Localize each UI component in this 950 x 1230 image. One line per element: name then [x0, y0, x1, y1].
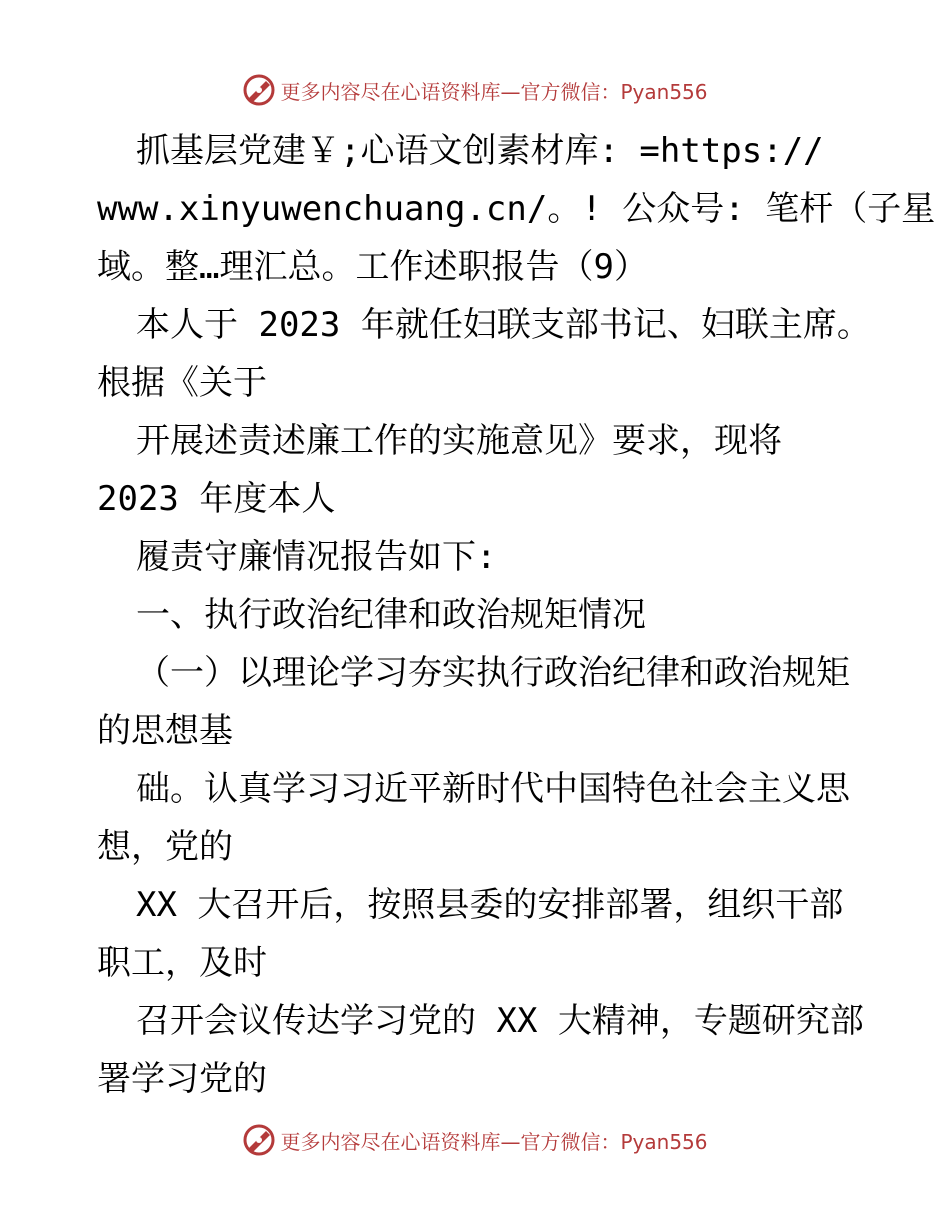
body-line: 抓基层党建￥;心语文创素材库: =https:// [136, 131, 824, 171]
body-line: 署学习党的 [97, 1059, 267, 1099]
body-line: 域。整…理汇总。工作述职报告（9） [97, 247, 648, 287]
watermark-wechat-id: Pyan556 [620, 1129, 708, 1154]
footer-watermark-banner [0, 1122, 950, 1158]
watermark-wechat-label: 官方微信： [520, 1129, 621, 1154]
watermark-separator: — [500, 79, 521, 104]
body-line: 的思想基 [97, 711, 233, 751]
body-line: 开展述责述廉工作的实施意见》要求，现将 [136, 421, 782, 461]
body-line: XX 大召开后，按照县委的安排部署，组织干部 [136, 885, 844, 925]
pen-circle-logo-icon [242, 73, 276, 107]
body-line: 一、执行政治纪律和政治规矩情况 [136, 595, 646, 635]
watermark-wechat-id: Pyan556 [620, 79, 708, 104]
watermark-text [280, 76, 707, 105]
header-watermark-banner [0, 72, 950, 108]
body-line: 召开会议传达学习党的 XX 大精神，专题研究部 [136, 1001, 864, 1041]
body-line: www.xinyuwenchuang.cn/。! 公众号: 笔杆（子星 [97, 189, 936, 229]
body-line: 础。认真学习习近平新时代中国特色社会主义思 [136, 769, 850, 809]
watermark-main-text: 更多内容尽在心语资料库 [280, 79, 501, 104]
body-line: 根据《关于 [97, 363, 267, 403]
body-line: 履责守廉情况报告如下: [136, 537, 497, 577]
watermark-text [280, 1126, 707, 1155]
body-line: （一）以理论学习夯实执行政治纪律和政治规矩 [136, 653, 850, 693]
body-line: 本人于 2023 年就任妇联支部书记、妇联主席。 [136, 305, 871, 345]
watermark-wechat-label: 官方微信： [520, 79, 621, 104]
watermark-separator: — [500, 1129, 521, 1154]
watermark-main-text: 更多内容尽在心语资料库 [280, 1129, 501, 1154]
body-line: 想，党的 [97, 827, 233, 867]
pen-circle-logo-icon [242, 1123, 276, 1157]
body-line: 2023 年度本人 [97, 479, 336, 519]
body-line: 职工，及时 [97, 943, 267, 983]
